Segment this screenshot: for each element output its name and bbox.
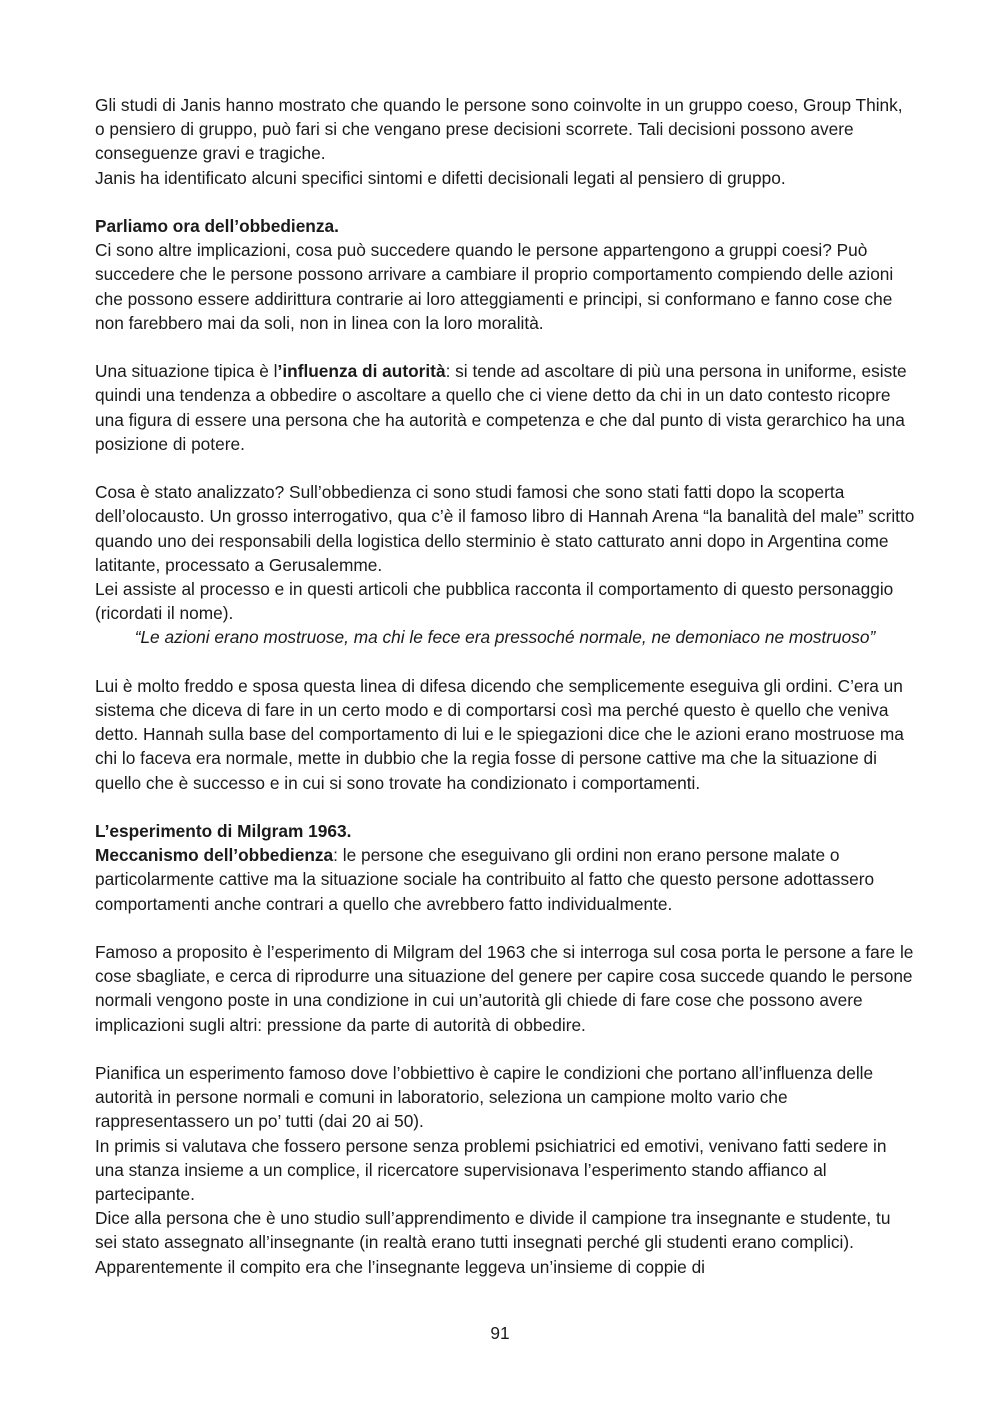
section-heading-obbedienza: Parliamo ora dell’obbedienza.: [95, 216, 339, 236]
paragraph: Famoso a proposito è l’esperimento di Milgram del 1963 che si interroga sul cosa porta le persone a fare le cose sbagliate, e cerca di riprodurre una situazione del genere per capire cosa succede quando le persone normali vengono poste in una condizione in cui un’autorità gli chiede di fare cose che possono avere implicazioni sugli altri: pressione da parte di autorità di obbedire.: [95, 942, 914, 1035]
italic-quote: “Le azioni erano mostruose, ma chi le fece era pressoché normale, ne demoniaco ne mostruoso”: [134, 627, 876, 648]
paragraph: Lui è molto freddo e sposa questa linea di difesa dicendo che semplicemente eseguiva gli ordini. C’era un sistema che diceva di fare in un certo modo e di comportarsi così ma perché questo è quello che veniva detto. Hannah sulla base del comportamento di lui e le spiegazioni dice che le azioni erano mostruose ma chi lo faceva era normale, mette in dubbio che la regia fosse di persone cattive ma che la situazione di quello che è successo e in cui si sono trovate ha condizionato i comportamenti.: [95, 675, 904, 793]
page-body: [95, 93, 915, 1279]
paragraph: Cosa è stato analizzato? Sull’obbedienza ci sono studi famosi che sono stati fatti dopo la scoperta dell’olocausto. Un grosso interrogativo, qua c’è il famoso libro di Hannah Arena “la banalità del male” scritto quando uno dei responsabili della logistica dello sterminio è stato catturato anni dopo in Argentina come latitante, processato a Gerusalemme.: [95, 482, 915, 575]
bold-term-meccanismo: Meccanismo dell’obbedienza: [95, 845, 334, 866]
page-number: 91: [490, 1323, 510, 1343]
paragraph: Lei assiste al processo e in questi articoli che pubblica racconta il comportamento di questo personaggio (ricordati il nome).: [95, 579, 894, 624]
text-span: : si tende ad ascoltare di più una persona in uniforme, esiste quindi una tendenza a obbedire o ascoltare a quello che ci viene detto da chi in un dato contesto ricopre una figura di essere una persona che ha autorità e competenza e che dal punto di vista gerarchico ha una posizione di potere.: [95, 361, 907, 454]
paragraph: [95, 843, 915, 916]
paragraph: Dice alla persona che è uno studio sull’apprendimento e divide il campione tra insegnante e studente, tu sei stato assegnato all’insegnante (in realtà erano tutti insegnati perché gli studenti erano complici). Apparentemente il compito era che l’insegnante leggeva un’insieme di coppie di: [95, 1208, 891, 1277]
text-span: : le persone che eseguivano gli ordini non erano persone malate o particolarmente cattive ma la situazione sociale ha contribuito al fatto che questo persone adottassero comportamenti anche contrari a quello che avrebbero fatto individualmente.: [95, 845, 875, 914]
paragraph: Gli studi di Janis hanno mostrato che quando le persone sono coinvolte in un gruppo coeso, Group Think, o pensiero di gruppo, può fari si che vengano prese decisioni scorrete. Tali decisioni possono avere conseguenze gravi e tragiche.: [95, 95, 903, 164]
bold-term-influenza: ’influenza di autorità: [277, 361, 446, 382]
paragraph: Janis ha identificato alcuni specifici sintomi e difetti decisionali legati al pensiero di gruppo.: [95, 167, 786, 188]
paragraph: Pianifica un esperimento famoso dove l’obbiettivo è capire le condizioni che portano all’influenza delle autorità in persone normali e comuni in laboratorio, seleziona un campione molto vario che rappresentassero un po’ tutti (dai 20 ai 50).: [95, 1063, 874, 1132]
paragraph: In primis si valutava che fossero persone senza problemi psichiatrici ed emotivi, venivano fatti sedere in una stanza insieme a un complice, il ricercatore supervisionava l’esperimento stando affianco al partecipante.: [95, 1135, 887, 1205]
paragraph: [95, 359, 915, 456]
text-span: Una situazione tipica è l: [95, 361, 278, 382]
section-heading-milgram: L’esperimento di Milgram 1963.: [95, 821, 352, 842]
paragraph: Ci sono altre implicazioni, cosa può succedere quando le persone appartengono a gruppi coesi? Può succedere che le persone possono arrivare a cambiare il proprio comportamento compiendo delle azioni che possono essere addirittura contrarie ai loro atteggiamenti e principi, si conformano e fanno cose che non farebbero mai da soli, non in linea con la loro moralità.: [95, 240, 894, 333]
